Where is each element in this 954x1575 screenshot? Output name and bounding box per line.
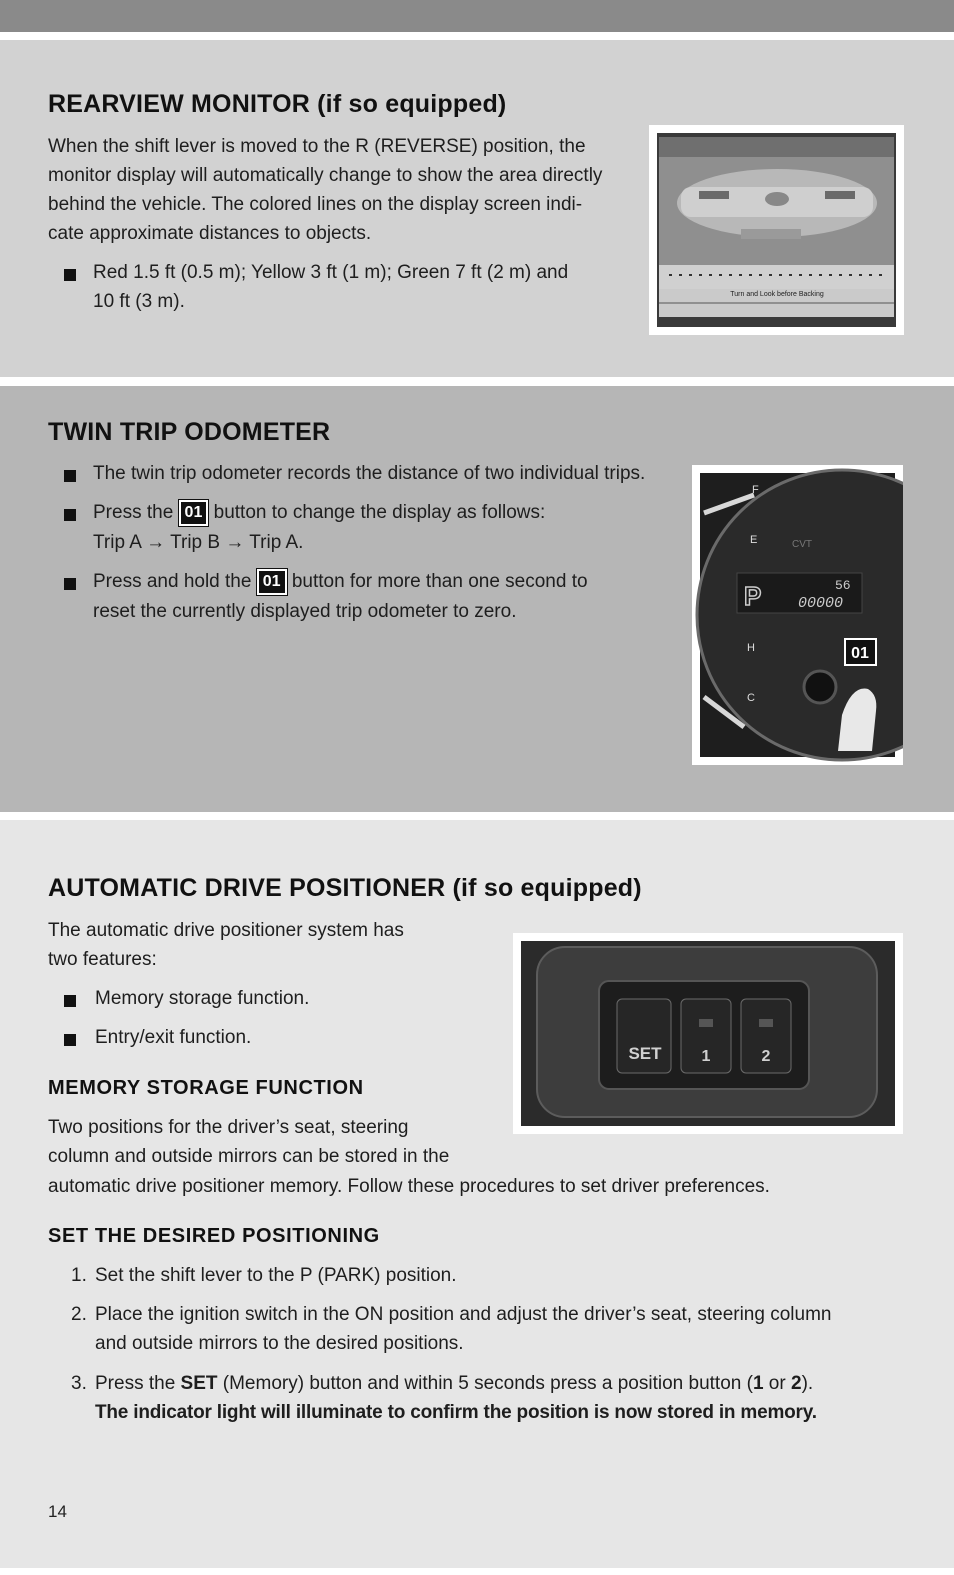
positioner-intro-line-2: two features: [48,949,157,970]
drive-positioner-section [0,820,954,1568]
bullet-square [64,470,76,482]
odometer-bullet-3-line2: reset the currently displayed trip odometer to zero. [93,601,517,622]
step-3-part-b: (Memory) button and within 5 seconds press a position button ( [217,1373,753,1394]
gear-indicator: P [744,581,762,611]
bullet-square [64,509,76,521]
rearview-para-line-4: cate approximate distances to objects. [48,223,372,244]
trip-button-callout: 01 [851,645,869,662]
top-bar [0,0,954,32]
section-title-positioner: AUTOMATIC DRIVE POSITIONER (if so equipped) [48,874,642,902]
odometer-bullet-2-line2: Trip A → Trip B → Trip A. [93,532,304,553]
trip-button-key: 01 [179,500,209,526]
page-number: 14 [48,1502,67,1521]
memory-line-3: automatic drive positioner memory. Follow these procedures to set driver preferences. [48,1176,770,1197]
odometer-bullet-2-post: button to change the display as follows: [213,502,546,523]
bullet-square [64,1034,76,1046]
rearview-monitor-section [0,40,954,377]
rearview-bullet-line-1: Red 1.5 ft (0.5 m); Yellow 3 ft (1 m); Green 7 ft (2 m) and [93,262,569,283]
odometer-bullet-3-pre: Press and hold the [93,571,252,592]
step-3-part-c: ). [801,1373,814,1394]
rearview-camera-image [649,125,904,335]
position-1-label: 1 [701,1048,711,1065]
fuel-full-label: F [752,484,759,496]
step-3-or: or [763,1373,791,1394]
step-3-two: 2 [790,1373,802,1394]
step-3-one: 1 [752,1373,764,1394]
temp-cold-label: C [747,692,755,704]
positioner-intro-line-1: The automatic drive positioner system has [48,920,404,941]
trip-button-key: 01 [257,569,287,595]
step-2-number: 2. [71,1304,87,1325]
position-2-label: 2 [761,1048,771,1065]
rearview-para-line-2: monitor display will automatically change to show the area directly [48,165,603,186]
step-3-line-1 [95,1369,813,1398]
feature-entry-exit: Entry/exit function. [95,1027,252,1048]
step-3-set: SET [180,1373,218,1394]
cvt-indicator: CVT [792,539,812,550]
rearview-para-line-1: When the shift lever is moved to the R (REVERSE) position, the [48,136,586,157]
step-1-number: 1. [71,1265,87,1286]
step-2-line-1: Place the ignition switch in the ON position and adjust the driver’s seat, steering column [95,1304,832,1325]
trip-reading: 56 [835,578,851,593]
odometer-bullet-1: The twin trip odometer records the distance of two individual trips. [93,463,646,484]
step-1-text: Set the shift lever to the P (PARK) position. [95,1265,457,1286]
rearview-caption: Turn and Look before Backing [730,291,824,298]
gauge-cluster-image [692,465,903,765]
fuel-empty-label: E [750,534,758,546]
step-3-number: 3. [71,1373,87,1394]
set-button-label: SET [628,1044,662,1063]
rearview-bullet-line-2: 10 ft (3 m). [93,291,185,312]
feature-memory: Memory storage function. [95,988,310,1009]
subhead-memory-storage: MEMORY STORAGE FUNCTION [48,1077,364,1099]
bullet-square [64,269,76,281]
step-3-bold-line: The indicator light will illuminate to confirm the position is now stored in memory. [95,1402,817,1423]
odometer-reading: 00000 [798,595,844,612]
temp-hot-label: H [747,642,755,654]
bullet-square [64,578,76,590]
section-title-rearview: REARVIEW MONITOR (if so equipped) [48,90,507,118]
odometer-bullet-2-pre: Press the [93,502,174,523]
memory-line-2: column and outside mirrors can be stored in the [48,1146,450,1167]
odometer-bullet-3-post: button for more than one second to [291,571,588,592]
bullet-square [64,995,76,1007]
subhead-set-positioning: SET THE DESIRED POSITIONING [48,1225,380,1247]
odometer-bullet-3 [93,567,588,596]
step-2-line-2: and outside mirrors to the desired positions. [95,1333,464,1354]
step-3-part-a: Press the [95,1373,181,1394]
memory-line-1: Two positions for the driver’s seat, steering [48,1117,409,1138]
odometer-bullet-2 [93,498,545,527]
section-title-odometer: TWIN TRIP ODOMETER [48,418,331,446]
memory-buttons-image [513,933,903,1134]
rearview-para-line-3: behind the vehicle. The colored lines on the display screen indi- [48,194,583,215]
twin-trip-odometer-section [0,386,954,812]
